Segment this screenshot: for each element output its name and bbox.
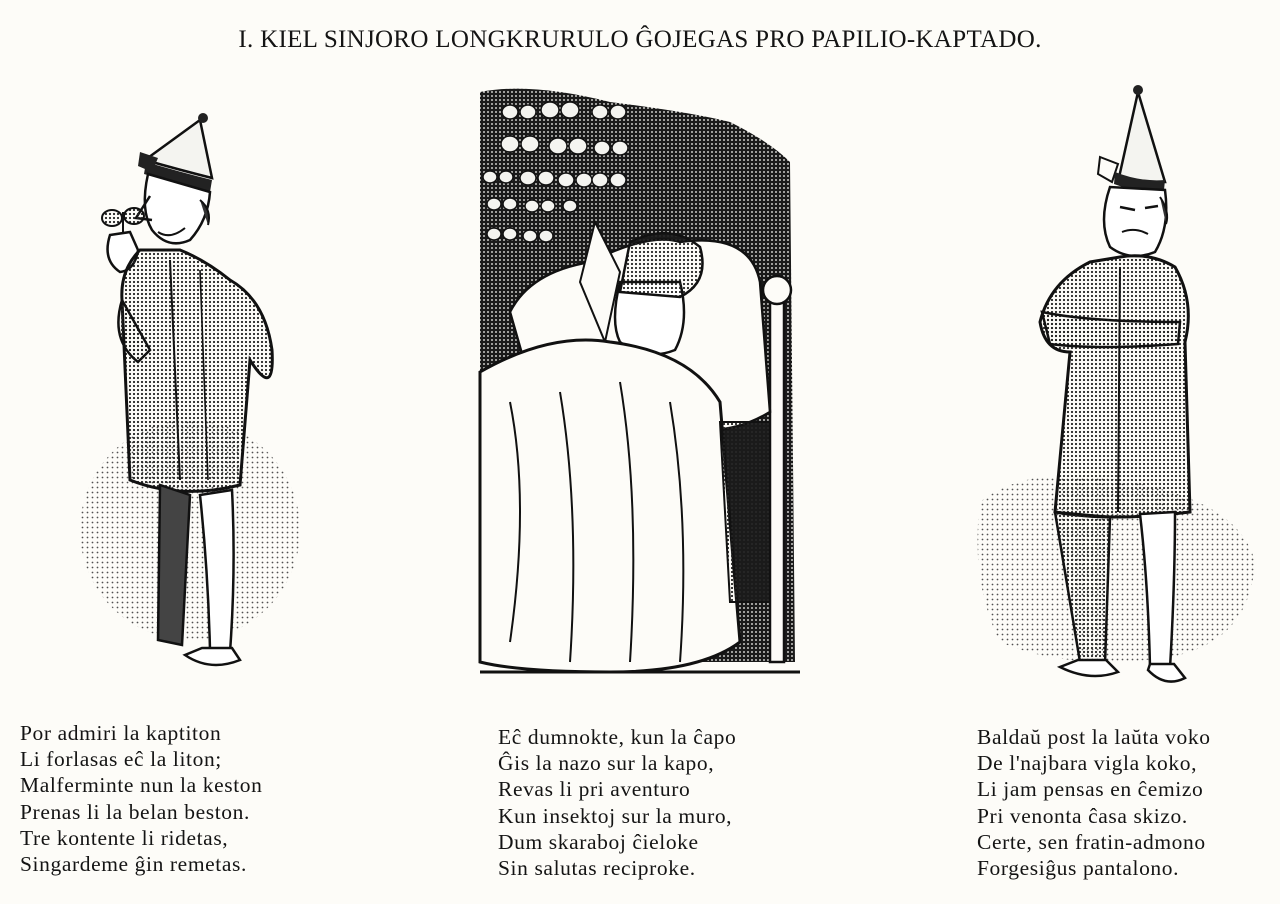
illustration-man-with-butterfly bbox=[40, 100, 300, 690]
stanza-1 bbox=[20, 720, 262, 877]
verse-line: Dum skaraboj ĉieloke bbox=[498, 829, 699, 854]
stanza-2 bbox=[498, 724, 736, 881]
verse-line: Malferminte nun la keston bbox=[20, 773, 263, 798]
verse-line: Baldaŭ post la laŭta voko bbox=[977, 725, 1211, 749]
stanza-3 bbox=[977, 724, 1211, 881]
illustration-man-arms-crossed bbox=[970, 82, 1265, 692]
verse-line: Ĝis la nazo sur la kapo, bbox=[498, 751, 715, 776]
verse-line: Forgesiĝus pantalono. bbox=[977, 855, 1180, 880]
verse-line: Eĉ dumnokte, kun la ĉapo bbox=[498, 725, 737, 749]
verse-line: Por admiri la kaptiton bbox=[20, 721, 222, 745]
verse-line: Li forlasas eĉ la liton; bbox=[20, 747, 222, 772]
verse-line: Sin salutas reciproke. bbox=[498, 855, 696, 880]
verse-line: De l'najbara vigla koko, bbox=[977, 751, 1198, 776]
verse-line: Prenas li la belan beston. bbox=[20, 799, 250, 824]
verse-line: Tre kontente li ridetas, bbox=[20, 825, 229, 850]
butterfly-icon bbox=[102, 208, 144, 232]
verse-line: Kun insektoj sur la muro, bbox=[498, 803, 733, 828]
verse-line: Singardeme ĝin remetas. bbox=[20, 851, 247, 876]
verse-line: Certe, sen fratin-admono bbox=[977, 829, 1206, 854]
verse-line: Revas li pri aventuro bbox=[498, 777, 691, 802]
verse-line: Pri venonta ĉasa skizo. bbox=[977, 803, 1188, 828]
page-title: I. KIEL SINJORO LONGKRURULO ĜOJEGAS PRO PAPILIO-KAPTADO. bbox=[238, 26, 1042, 53]
illustration-man-sleeping bbox=[470, 82, 815, 682]
verse-line: Li jam pensas en ĉemizo bbox=[977, 777, 1204, 802]
